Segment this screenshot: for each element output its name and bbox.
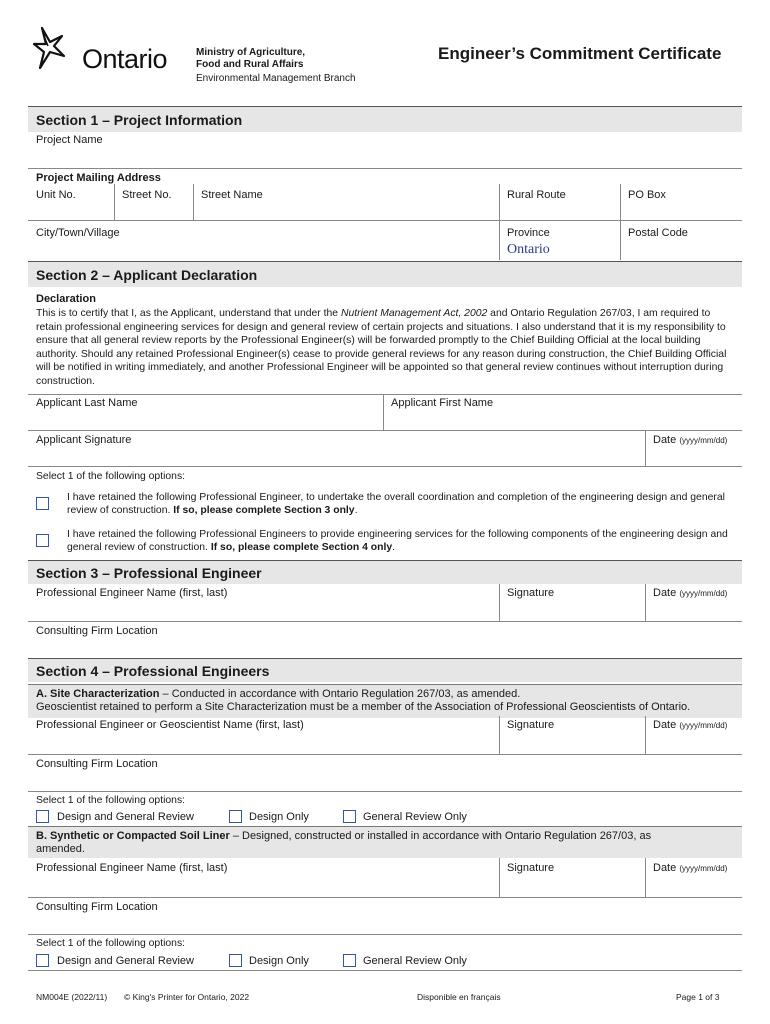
pe-firm-location-field[interactable] (36, 639, 740, 657)
mailing-address-label: Project Mailing Address (36, 172, 161, 184)
ministry-line-2: Food and Rural Affairs (196, 59, 304, 70)
act-name: Nutrient Management Act, 2002 (340, 308, 488, 319)
ministry-line-1: Ministry of Agriculture, (196, 47, 306, 58)
section-4-title: Section 4 – Professional Engineers (36, 662, 270, 679)
a-date-field[interactable] (648, 734, 740, 752)
pe-date-label: Date (yyyy/mm/dd) (653, 587, 728, 599)
a-design-only-label: Design Only (249, 811, 309, 823)
a-general-review-only-checkbox[interactable] (343, 810, 356, 823)
b-pe-name-field[interactable] (36, 877, 496, 895)
a-pe-name-field[interactable] (36, 734, 496, 752)
subsection-a-header: A. Site Characterization – Conducted in accordance with Ontario Regulation 267/03, as amended. Geoscientist retained to perform a Site Characterization must be a member of the Association of Professional Geoscientists of Ontario. (28, 684, 742, 718)
pe-signature-label: Signature (507, 587, 555, 599)
b-firm-location-field[interactable] (36, 915, 740, 933)
subsection-b-header: B. Synthetic or Compacted Soil Liner – Designed, constructed or installed in accordance with Ontario Regulation 267/03, as amended. (28, 826, 742, 858)
a-signature-field[interactable] (502, 734, 642, 752)
a-general-review-only-label: General Review Only (363, 811, 467, 823)
a-design-only-checkbox[interactable] (229, 810, 242, 823)
applicant-first-name-field[interactable] (386, 411, 740, 429)
b-design-general-review-checkbox[interactable] (36, 954, 49, 967)
document-title: Engineer’s Commitment Certificate (438, 44, 722, 63)
project-name-label: Project Name (36, 134, 103, 146)
declaration-heading: Declaration (36, 293, 96, 305)
section-3-title: Section 3 – Professional Engineer (36, 564, 262, 581)
b-design-only-label: Design Only (249, 955, 309, 967)
street-name-field[interactable] (195, 203, 497, 219)
project-name-field[interactable] (28, 145, 742, 167)
a-select-prompt: Select 1 of the following options: (36, 795, 186, 806)
a-design-general-review-label: Design and General Review (57, 811, 194, 823)
option-1-text: I have retained the following Professional Engineer, to undertake the overall coordination and completion of the engineering design and general review of construction. If so, please complete Section 3 only. (67, 492, 725, 516)
ministry-name (196, 47, 305, 71)
a-design-general-review-checkbox[interactable] (36, 810, 49, 823)
form-number: NM004E (2022/11) (36, 992, 108, 1002)
province-label: Province (507, 227, 550, 239)
a-pe-name-label: Professional Engineer or Geoscientist Name (first, last) (36, 719, 304, 731)
po-box-field[interactable] (622, 203, 740, 219)
b-general-review-only-checkbox[interactable] (343, 954, 356, 967)
applicant-last-name-label: Applicant Last Name (36, 397, 138, 409)
applicant-last-name-field[interactable] (36, 411, 380, 429)
b-date-label: Date (yyyy/mm/dd) (653, 862, 728, 874)
select-option-prompt: Select 1 of the following options: (36, 471, 186, 482)
a-date-label: Date (yyyy/mm/dd) (653, 719, 728, 731)
page-number: Page 1 of 3 (676, 992, 720, 1002)
copyright: © King's Printer for Ontario, 2022 (124, 992, 250, 1002)
section-2-header (28, 261, 742, 287)
pe-firm-location-label: Consulting Firm Location (36, 625, 158, 637)
section-1-title: Section 1 – Project Information (36, 111, 243, 128)
rural-route-field[interactable] (501, 203, 619, 219)
option-section-3-checkbox[interactable] (36, 497, 49, 510)
street-name-label: Street Name (201, 189, 263, 201)
rural-route-label: Rural Route (507, 189, 566, 201)
b-design-only-checkbox[interactable] (229, 954, 242, 967)
b-firm-location-label: Consulting Firm Location (36, 901, 158, 913)
b-pe-name-label: Professional Engineer Name (first, last) (36, 862, 228, 874)
unit-no-field[interactable] (36, 203, 112, 219)
section-2-title: Section 2 – Applicant Declaration (36, 266, 258, 283)
section-4-header (28, 658, 742, 682)
pe-signature-field[interactable] (502, 601, 642, 619)
b-signature-field[interactable] (502, 877, 642, 895)
province-value[interactable]: Ontario (507, 242, 550, 257)
applicant-date-field[interactable] (648, 448, 740, 466)
option-2-text: I have retained the following Professional Engineers to provide engineering services for the following components of the engineering design and general review of construction. If so, please complete Section 4 only. (67, 529, 728, 553)
b-date-field[interactable] (648, 877, 740, 895)
pe-date-field[interactable] (648, 601, 740, 619)
b-general-review-only-label: General Review Only (363, 955, 467, 967)
street-no-label: Street No. (122, 189, 172, 201)
logo-wordmark: Ontario (82, 44, 168, 74)
b-design-general-review-label: Design and General Review (57, 955, 194, 967)
city-field[interactable] (36, 241, 496, 259)
applicant-signature-label: Applicant Signature (36, 434, 132, 446)
section-1-header (28, 106, 742, 132)
trillium-icon (32, 24, 80, 74)
applicant-signature-field[interactable] (36, 448, 642, 466)
option-section-4-checkbox[interactable] (36, 534, 49, 547)
ontario-logo (32, 24, 182, 76)
b-signature-label: Signature (507, 862, 555, 874)
section-3-header (28, 560, 742, 584)
unit-no-label: Unit No. (36, 189, 76, 201)
po-box-label: PO Box (628, 189, 666, 201)
applicant-first-name-label: Applicant First Name (391, 397, 494, 409)
pe-name-label: Professional Engineer Name (first, last) (36, 587, 228, 599)
postal-code-field[interactable] (622, 241, 740, 259)
postal-code-label: Postal Code (628, 227, 688, 239)
pe-name-field[interactable] (36, 601, 496, 619)
b-select-prompt: Select 1 of the following options: (36, 938, 186, 949)
city-label: City/Town/Village (36, 227, 120, 239)
a-firm-location-field[interactable] (36, 772, 740, 790)
branch-name: Environmental Management Branch (196, 73, 356, 84)
french-link[interactable]: Disponible en français (417, 992, 501, 1002)
street-no-field[interactable] (116, 203, 192, 219)
a-signature-label: Signature (507, 719, 555, 731)
a-firm-location-label: Consulting Firm Location (36, 758, 158, 770)
declaration-text: This is to certify that I, as the Applicant, understand that under the Nutrient Management Act, 2002 and Ontario Regulation 267/03, I am required to retain professional engineering services for design and general review of certain projects and situations. I also understand that it is my responsibility to ensure that all general review reports by the Professional Engineer(s) will be forwarded promptly to the Chief Building Official at the local building authority. Should any retained Professional Engineer(s) cease to provide general reviews for any reason during construction, the Chief Building Official will be notified in writing immediately, and another Professional Engineer will be appointed so that general review continues without interruption during construction. (36, 308, 727, 387)
applicant-date-label: Date (yyyy/mm/dd) (653, 434, 728, 446)
